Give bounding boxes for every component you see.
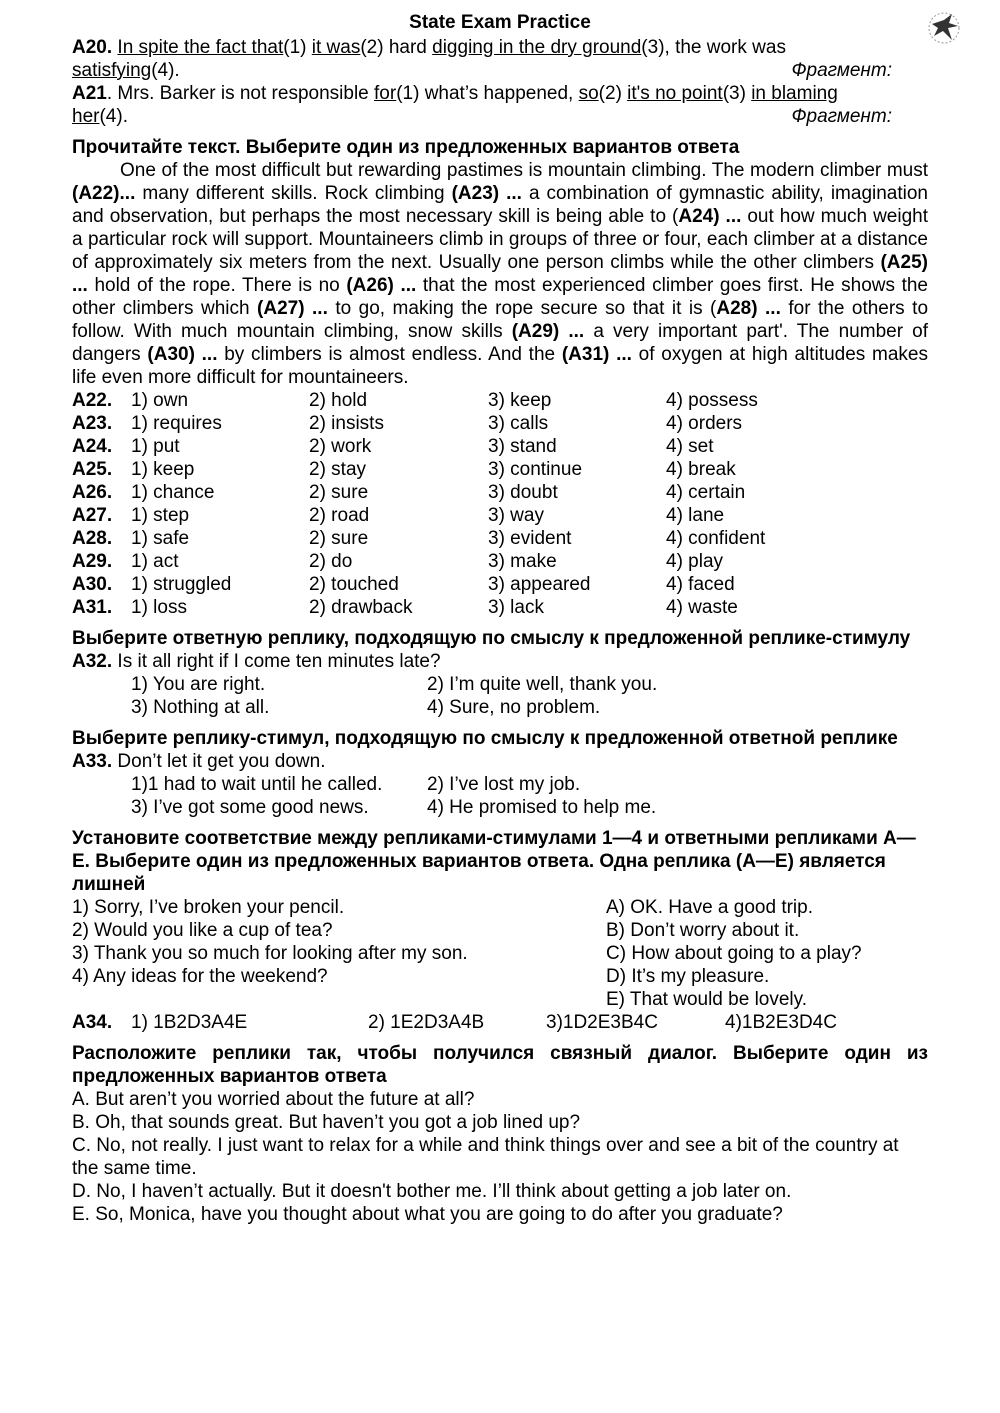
passage-text: for the others to follow. With much mountain climbing, snow skills <box>72 298 929 342</box>
question-label: A32. <box>72 651 113 672</box>
answer-option[interactable]: 4) lane <box>666 505 725 526</box>
answer-option[interactable]: 2) stay <box>309 459 367 480</box>
question-a21-line1: A21. Mrs. Barker is not responsible for(1) what’s happened, so(2) it's no point(3) in blaming <box>72 83 838 104</box>
question-label: A22. <box>72 390 113 411</box>
underlined-part-4: satisfying <box>72 60 152 81</box>
section-heading-reading: Прочитайте текст. Выберите один из предложенных вариантов ответа <box>72 137 740 158</box>
dialogue-line: A. But aren’t you worried about the future at all? <box>72 1089 475 1110</box>
answer-option[interactable]: 4) He promised to help me. <box>427 797 657 818</box>
answer-option[interactable]: 3) doubt <box>488 482 558 503</box>
dialogue-line: B. Oh, that sounds great. But haven’t you got a job lined up? <box>72 1112 581 1133</box>
answer-option[interactable]: 3) keep <box>488 390 552 411</box>
passage-text: hold of the rope. There is no <box>87 275 347 296</box>
passage-text: out how much weight a particular rock will support. Mountaineers climb in groups of three or four, each climber at a distance of approximately six meters from the next. Usually one person climbs while the other climbers <box>72 206 928 273</box>
gap-marker: A24) ... <box>678 206 742 227</box>
gap-marker: (A27) ... <box>257 298 328 319</box>
stimulus-line: 3) Thank you so much for looking after my son. <box>72 943 468 964</box>
answer-option[interactable]: 1) requires <box>131 413 222 434</box>
matching-row <box>72 988 928 1011</box>
reading-passage <box>72 159 928 389</box>
answer-option[interactable]: 3)1D2E3B4C <box>546 1012 658 1033</box>
gap-marker: (A23) ... <box>451 183 522 204</box>
response-line: D) It’s my pleasure. <box>606 966 770 987</box>
matching-row <box>72 942 928 965</box>
passage-text: One of the most difficult but rewarding pastimes is mountain climbing. The modern climber must <box>120 160 928 181</box>
answer-row <box>72 773 928 796</box>
answer-option[interactable]: 3) lack <box>488 597 544 618</box>
options-row <box>72 481 928 504</box>
dialogue-lines <box>72 1088 928 1226</box>
passage-text: many different skills. Rock climbing <box>135 183 452 204</box>
answer-option[interactable]: 2) I’ve lost my job. <box>427 774 581 795</box>
response-line: B) Don’t worry about it. <box>606 920 800 941</box>
response-line: C) How about going to a play? <box>606 943 862 964</box>
underlined-part-4: in blaming <box>751 83 838 104</box>
answer-row <box>72 696 928 719</box>
question-label: A20. <box>72 37 113 58</box>
options-row <box>72 389 928 412</box>
question-a21-line2: her(4). Фрагмент: <box>72 106 892 127</box>
options-row <box>72 527 928 550</box>
answer-option[interactable]: 1) loss <box>131 597 187 618</box>
section-heading-response: Выберите ответную реплику, подходящую по смыслу к предложенной реплике-стимулу <box>72 628 911 649</box>
answer-option[interactable]: 4) confident <box>666 528 766 549</box>
page-title: State Exam Practice <box>409 12 591 33</box>
answer-option[interactable]: 3) way <box>488 505 544 526</box>
passage-text: a very important part'. The number of dangers <box>72 321 928 365</box>
question-label: A28. <box>72 528 113 549</box>
answer-option[interactable]: 2) road <box>309 505 370 526</box>
worksheet-page <box>72 10 928 1226</box>
question-label: A24. <box>72 436 113 457</box>
answer-option[interactable]: 1) step <box>131 505 190 526</box>
dialogue-line: C. No, not really. I just want to relax for a while and think things over and see a bit of the country at the same time. <box>72 1135 899 1179</box>
options-row <box>72 550 928 573</box>
answer-option[interactable]: 2) 1E2D3A4B <box>368 1012 485 1033</box>
answer-option[interactable]: 3) calls <box>488 413 549 434</box>
gap-marker: (A30) ... <box>147 344 218 365</box>
answer-option[interactable]: 1) 1B2D3A4E <box>131 1012 248 1033</box>
question-a20-line2: satisfying(4). Фрагмент: <box>72 60 892 81</box>
stimulus-line: 2) Would you like a cup of tea? <box>72 920 333 941</box>
passage-text: that the most experienced climber goes first. He shows the other climbers which <box>72 275 928 319</box>
underlined-part-3: it's no point <box>627 83 723 104</box>
matching-row <box>72 896 928 919</box>
question-label: A30. <box>72 574 113 595</box>
options-row <box>72 458 928 481</box>
options-row <box>72 504 928 527</box>
matching-row <box>72 965 928 988</box>
gap-marker: A28) ... <box>716 298 781 319</box>
dialogue-line: E. So, Monica, have you thought about what you are going to do after you graduate? <box>72 1204 783 1225</box>
eagle-logo-icon <box>922 10 966 46</box>
answer-option[interactable]: 2) drawback <box>309 597 413 618</box>
section-heading-matching: Установите соответствие между репликами-стимулами 1—4 и ответными репликами А—Е. Выберите один из предложенных вариантов ответа. Одна реплика (А—Е) является лишней <box>72 828 916 895</box>
answer-option[interactable]: 2) touched <box>309 574 399 595</box>
matching-row <box>72 919 928 942</box>
gap-marker: (A22)... <box>72 183 136 204</box>
answer-option[interactable]: 4) Sure, no problem. <box>427 697 601 718</box>
question-label: A21 <box>72 83 107 104</box>
passage-text: a combination of gymnastic ability, imagination and observation, but perhaps the most necessary skill is being able to ( <box>72 183 928 227</box>
answer-option[interactable]: 4)1B2E3D4C <box>725 1012 837 1033</box>
question-a34 <box>72 1011 928 1034</box>
fragment-label: Фрагмент: <box>791 106 892 127</box>
answer-option[interactable]: 4) certain <box>666 482 746 503</box>
answer-option[interactable]: 4) break <box>666 459 736 480</box>
section-heading-dialogue: Расположите реплики так, чтобы получился связный диалог. Выберите один из предложенных вариантов ответа <box>72 1043 928 1087</box>
question-label: A29. <box>72 551 113 572</box>
answer-option[interactable]: 3) stand <box>488 436 557 457</box>
answer-option[interactable]: 2) insists <box>309 413 384 434</box>
options-row <box>72 573 928 596</box>
answer-option[interactable]: 1) chance <box>131 482 215 503</box>
options-row <box>72 435 928 458</box>
underlined-part-2: it was <box>311 37 361 58</box>
answer-option[interactable]: 1)1 had to wait until he called. <box>131 774 383 795</box>
answer-option[interactable]: 4) possess <box>666 390 758 411</box>
answer-row <box>72 796 928 819</box>
underlined-part-1: In spite the fact that <box>117 37 284 58</box>
passage-text: by climbers is almost endless. And the <box>217 344 562 365</box>
answer-option[interactable]: 4) waste <box>666 597 738 618</box>
answer-option[interactable]: 1) own <box>131 390 189 411</box>
stimulus-line: 4) Any ideas for the weekend? <box>72 966 328 987</box>
question-a33: A33. Don’t let it get you down. <box>72 751 326 772</box>
answer-option[interactable]: 3) continue <box>488 459 583 480</box>
passage-text: to go, making the rope secure so that it is ( <box>327 298 717 319</box>
answer-option[interactable]: 4) orders <box>666 413 743 434</box>
underlined-part-5: her <box>72 106 100 127</box>
underlined-part-2: so <box>578 83 599 104</box>
answer-option[interactable]: 1) safe <box>131 528 190 549</box>
answer-option[interactable]: 2) do <box>309 551 353 572</box>
answer-option[interactable]: 1) keep <box>131 459 195 480</box>
question-label: A25. <box>72 459 113 480</box>
stimulus-line: 1) Sorry, I’ve broken your pencil. <box>72 897 345 918</box>
answer-option[interactable]: 4) play <box>666 551 724 572</box>
question-label: A27. <box>72 505 113 526</box>
question-label: A34. <box>72 1012 113 1033</box>
question-a32: A32. Is it all right if I come ten minutes late? <box>72 651 441 672</box>
options-grid <box>72 389 928 619</box>
passage-text: of oxygen at high altitudes makes life even more difficult for mountaineers. <box>72 344 928 388</box>
answer-option[interactable]: 2) I’m quite well, thank you. <box>427 674 658 695</box>
options-row <box>72 596 928 619</box>
answer-option[interactable]: 3) I’ve got some good news. <box>131 797 369 818</box>
gap-marker: (A29) ... <box>511 321 585 342</box>
answer-option[interactable]: 4) set <box>666 436 714 457</box>
answer-option[interactable]: 1) You are right. <box>131 674 266 695</box>
answer-option[interactable]: 2) hold <box>309 390 368 411</box>
answer-option[interactable]: 2) work <box>309 436 372 457</box>
gap-marker: (A31) ... <box>561 344 632 365</box>
response-line: E) That would be lovely. <box>606 989 808 1010</box>
answer-option[interactable]: 4) faced <box>666 574 735 595</box>
section-heading-stimulus: Выберите реплику-стимул, подходящую по смыслу к предложенной ответной реплике <box>72 728 898 749</box>
answer-option[interactable]: 1) put <box>131 436 180 457</box>
matching-grid <box>72 896 928 1011</box>
answer-option[interactable]: 2) sure <box>309 528 369 549</box>
options-row <box>72 412 928 435</box>
question-label: A31. <box>72 597 113 618</box>
question-label: A33. <box>72 751 113 772</box>
question-label: A26. <box>72 482 113 503</box>
response-line: A) OK. Have a good trip. <box>606 897 813 918</box>
underlined-part-3: digging in the dry ground <box>432 37 642 58</box>
question-label: A23. <box>72 413 113 434</box>
question-a20-line1: A20. In spite the fact that(1) it was(2) hard digging in the dry ground(3), the work was <box>72 37 786 58</box>
gap-marker: (A26) ... <box>346 275 417 296</box>
underlined-part-1: for <box>374 83 397 104</box>
fragment-label: Фрагмент: <box>791 60 892 81</box>
dialogue-line: D. No, I haven’t actually. But it doesn't bother me. I’ll think about getting a job later on. <box>72 1181 792 1202</box>
answer-option[interactable]: 1) act <box>131 551 179 572</box>
answer-row <box>72 673 928 696</box>
answer-option[interactable]: 2) sure <box>309 482 369 503</box>
answer-option[interactable]: 3) Nothing at all. <box>131 697 270 718</box>
gap-marker: (A25) ... <box>72 252 928 296</box>
answer-option[interactable]: 3) evident <box>488 528 572 549</box>
answer-option[interactable]: 3) appeared <box>488 574 591 595</box>
answer-option[interactable]: 1) struggled <box>131 574 232 595</box>
answer-option[interactable]: 3) make <box>488 551 557 572</box>
